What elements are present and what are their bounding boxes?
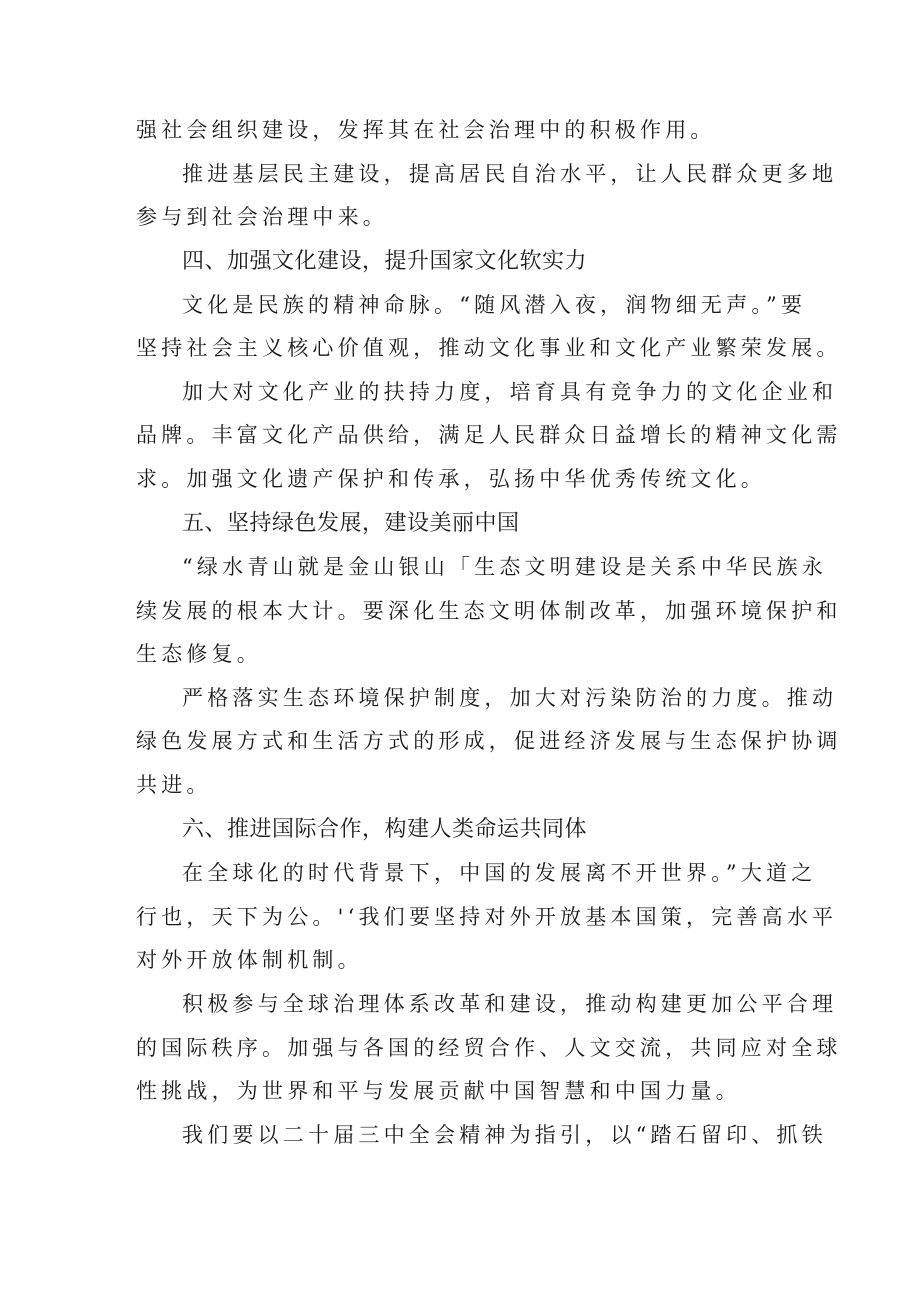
section-heading-5: 五、坚持绿色发展，建设美丽中国 xyxy=(182,511,520,536)
body-line: 求。加强文化遗产保护和传承，弘扬中华优秀传统文化。 xyxy=(136,467,766,491)
body-line: 的国际秩序。加强与各国的经贸合作、人文交流，共同应对全球 xyxy=(136,1036,842,1060)
paragraph-start-line: 严格落实生态环境保护制度，加大对污染防治的力度。推动 xyxy=(182,686,838,710)
body-line: 强社会组织建设，发挥其在社会治理中的积极作用。 xyxy=(136,118,716,142)
paragraph-start-line: 我们要以二十届三中全会精神为指引，以“踏石留印、抓铁 xyxy=(182,1123,827,1147)
body-line: 对外开放体制机制。 xyxy=(136,948,363,972)
body-line: 性挑战，为世界和平与发展贡献中国智慧和中国力量。 xyxy=(136,1079,741,1103)
paragraph-start-line: 加大对文化产业的扶持力度，培育具有竞争力的文化企业和 xyxy=(182,380,838,404)
body-line: 参与到社会治理中来。 xyxy=(136,205,388,229)
body-line: 续发展的根本大计。要深化生态文明体制改革，加强环境保护和 xyxy=(136,599,842,623)
paragraph-start-line: 积极参与全球治理体系改革和建设，推动构建更加公平合理 xyxy=(182,992,838,1016)
paragraph-start-line: “绿水青山就是金山银山「生态文明建设是关系中华民族永 xyxy=(182,555,827,579)
body-line: 绿色发展方式和生活方式的形成，促进经济发展与生态保护协调 xyxy=(136,729,842,753)
body-line: 坚持社会主义核心价值观，推动文化事业和文化产业繁荣发展。 xyxy=(136,336,842,360)
section-heading-6: 六、推进国际合作，构建人类命运共同体 xyxy=(182,817,588,842)
body-line: 行也，天下为公。'‘我们要坚持对外开放基本国策，完善高水平 xyxy=(136,905,838,929)
body-line: 品牌。丰富文化产品供给，满足人民群众日益增长的精神文化需 xyxy=(136,423,842,447)
body-line: 生态修复。 xyxy=(136,642,262,666)
paragraph-start-line: 推进基层民主建设，提高居民自治水平，让人民群众更多地 xyxy=(182,162,838,186)
paragraph-start-line: 文化是民族的精神命脉。“随风潜入夜，润物细无声。”要 xyxy=(182,293,807,317)
body-line: 共进。 xyxy=(136,773,212,797)
paragraph-start-line: 在全球化的时代背景下，中国的发展离不开世界。”大道之 xyxy=(182,861,817,885)
section-heading-4: 四、加强文化建设，提升国家文化软实力 xyxy=(182,249,588,274)
